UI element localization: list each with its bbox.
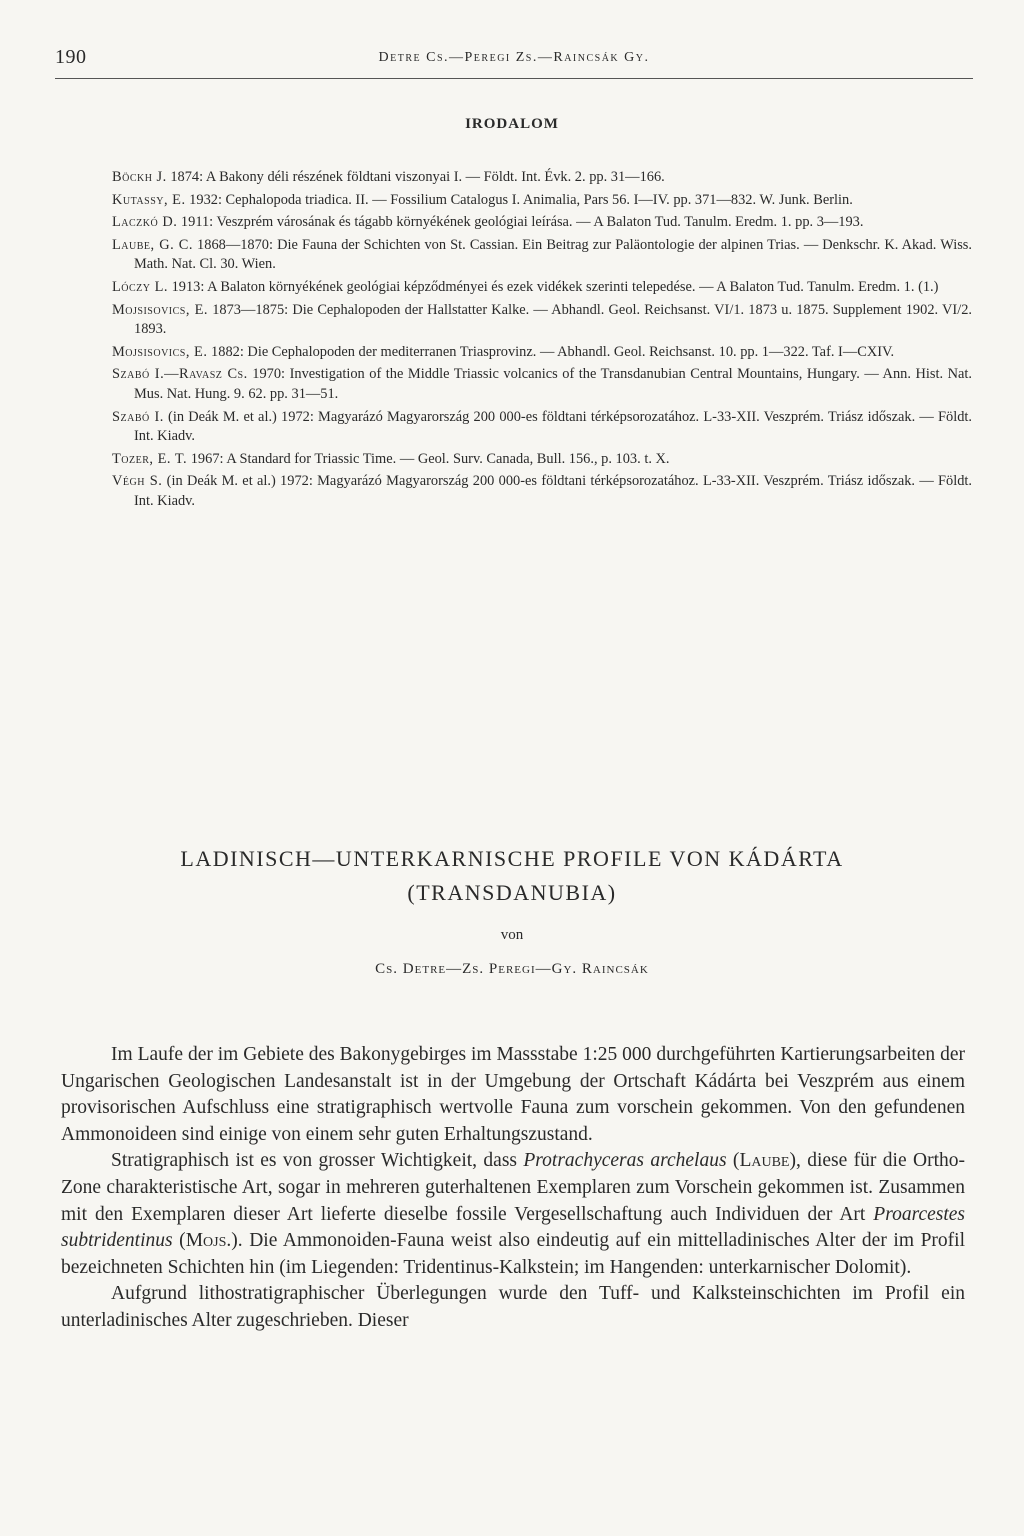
species-name: Protrachyceras archelaus [523, 1150, 727, 1172]
article-title [0, 842, 1024, 910]
reference-item [112, 301, 972, 340]
reference-item [112, 408, 972, 447]
reference-text: (in Deák M. et al.) 1972: Magyarázó Magyarország 200 000-es földtani térképsorozatához. L-33-XII. Veszprém. Triász időszak. — Földt. Int. Kiadv. [134, 473, 972, 509]
reference-author: Böckh J. [112, 169, 167, 185]
article-title-line: LADINISCH—UNTERKARNISCHE PROFILE VON KÁDÁRTA [180, 846, 844, 871]
reference-text: 1967: A Standard for Triassic Time. — Geol. Surv. Canada, Bull. 156., p. 103. t. X. [187, 450, 670, 467]
body-paragraph: Aufgrund lithostratigraphischer Überlegungen wurde den Tuff- und Kalksteinschichten im Profil ein unterladinisches Alter zugeschrieben. Dieser [61, 1283, 965, 1331]
reference-item [112, 450, 972, 470]
reference-author: Szabó I.—Ravasz Cs. [112, 366, 248, 383]
text-run: ( [172, 1230, 186, 1252]
species-name: Proarcestes subtridentinus [61, 1203, 965, 1252]
reference-text: 1873—1875: Die Cephalopoden der Hallstatter Kalke. — Abhandl. Geol. Reichsanst. VI/1. 1873 u. 1875. Supplement 1902. VI/2. 1893. [134, 301, 973, 338]
page-number: 190 [55, 46, 87, 68]
byline-von: von [500, 927, 524, 943]
reference-text: (in Deák M. et al.) 1972: Magyarázó Magyarország 200 000-es földtani térképsorozatához. L-33-XII. Veszprém. Triász időszak. — Földt. Int. Kiadv. [134, 408, 973, 445]
reference-item [112, 278, 972, 298]
taxon-author: Mojs. [185, 1230, 232, 1252]
reference-list [112, 168, 972, 515]
taxon-author: Laube [739, 1150, 790, 1172]
reference-author: Tozer, E. T. [112, 450, 188, 467]
reference-text: 1882: Die Cephalopoden der mediterranen Triasprovinz. — Abhandl. Geol. Reichsanst. 10. pp. 1—322. Taf. I—CXIV. [207, 343, 895, 360]
reference-text: 1911: Veszprém városának és tágabb környékének geológiai leírása. — A Balaton Tud. Tanulm. Eredm. 1. pp. 3—193. [177, 214, 864, 231]
reference-author: Laczkó D. [112, 214, 178, 231]
reference-text: 1970: Investigation of the Middle Triassic volcanics of the Transdanubian Central Mountains, Hungary. — Ann. Hist. Nat. Mus. Nat. Hung. 9. 62. pp. 31—51. [134, 366, 972, 402]
running-head: Detre Cs.—Peregi Zs.—Raincsák Gy. [378, 50, 650, 65]
reference-item [112, 191, 972, 211]
reference-author: Lóczy L. [112, 278, 168, 295]
reference-item [112, 365, 972, 404]
reference-text: 1913: A Balaton környékének geológiai képződményei és ezek vidékek szerinti telepedése. — A Balaton Tud. Tanulm. Eredm. 1. (1.) [168, 278, 939, 295]
reference-author: Szabó I. [112, 408, 164, 425]
reference-author: Kutassy, E. [112, 191, 186, 208]
reference-text: 1874: A Bakony déli részének földtani viszonyai I. — Földt. Int. Évk. 2. pp. 31—166. [166, 169, 665, 185]
text-run: ). Die Ammonoiden-Fauna weist also eindeutig auf ein mittelladinisches Alter der im Profil bezeichneten Schichten hin (im Liegenden: Tridentinus-Kalkstein; im Hangenden: unterkarnischer Dolomit). [61, 1230, 965, 1278]
reference-item [112, 213, 972, 233]
reference-author: Mojsisovics, E. [112, 343, 208, 360]
reference-author: Mojsisovics, E. [112, 301, 209, 318]
reference-item [112, 168, 972, 188]
reference-text: 1868—1870: Die Fauna der Schichten von St. Cassian. Ein Beitrag zur Paläontologie der alpinen Trias. — Denkschr. K. Akad. Wiss. Math. Nat. Cl. 30. Wien. [134, 236, 972, 273]
article-body [61, 1042, 965, 1335]
reference-text: 1932: Cephalopoda triadica. II. — Fossilium Catalogus I. Animalia, Pars 56. I—IV. pp. 371—832. W. Junk. Berlin. [185, 191, 853, 208]
reference-author: Laube, G. C. [112, 236, 193, 253]
reference-item [112, 343, 972, 363]
text-run: ), diese für die Ortho-Zone charakteristische Art, sogar in mehreren guterhaltenen Exemplaren zum Vorschein gekommen ist. Zusammen mit den Exemplaren dieser Art lieferte dieselbe fossile Vergesellschaftung auch Individuen der Art [61, 1150, 965, 1225]
section-title: IRODALOM [465, 116, 559, 132]
page-header [55, 46, 973, 79]
text-run: Stratigraphisch ist es von grosser Wichtigkeit, dass [111, 1150, 524, 1172]
reference-item [112, 472, 972, 511]
body-paragraph [61, 1148, 965, 1281]
article-title-line: (TRANSDANUBIA) [407, 880, 617, 905]
article-authors: Cs. Detre—Zs. Peregi—Gy. Raincsák [375, 961, 649, 977]
body-paragraph: Im Laufe der im Gebiete des Bakonygebirges im Massstabe 1:25 000 durchgeführten Kartierungsarbeiten der Ungarischen Geologischen Landesanstalt ist in der Umgebung der Ortschaft Kádárta bei Veszprém aus einem provisorischen Aufschluss eine stratigraphisch wertvolle Fauna zum vorschein gekommen. Von den gefundenen Ammonoideen sind einige von einem sehr guten Erhaltungszustand. [61, 1044, 965, 1145]
reference-author: Végh S. [112, 473, 163, 490]
text-run: ( [726, 1150, 740, 1172]
reference-item [112, 236, 972, 275]
